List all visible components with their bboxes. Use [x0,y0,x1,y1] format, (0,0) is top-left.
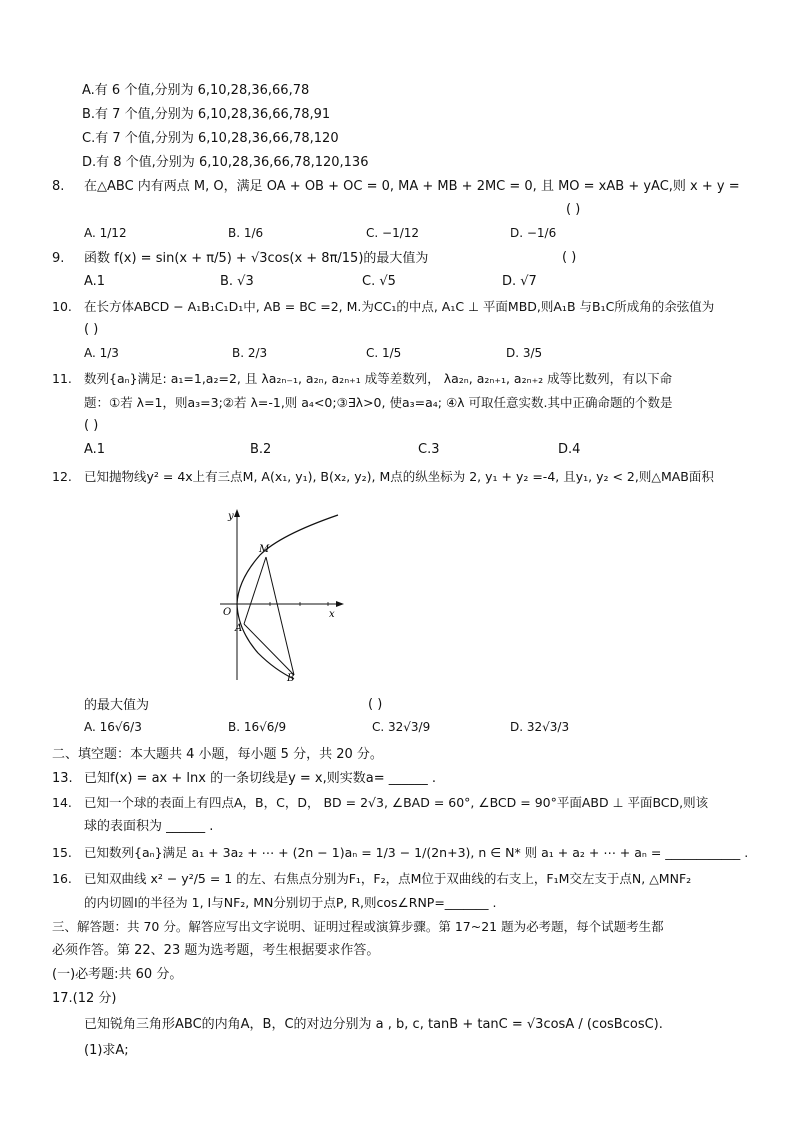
option-c: C. √5 [362,274,396,289]
question-13 [52,770,436,788]
parabola-figure [210,505,350,685]
section-3-heading-line2: 必须作答。第 22、23 题为选考题，考生根据要求作答。 [52,943,380,958]
point-a-label: A [235,623,243,634]
question-text: 已知数列{aₙ}满足 a₁ + 3a₂ + ⋯ + (2n − 1)aₙ = 1/3 − 1/(2n+3), n ∈ N* 则 a₁ + a₂ + ⋯ + aₙ = ____________ . [84,845,749,860]
question-17-text: 已知锐角三角形ABC的内角A，B，C的对边分别为 a , b, c, tanB + tanC = √3cosA / (cosBcosC). [84,1017,663,1032]
question-14 [52,794,708,812]
option-c: C. 1/5 [366,346,402,360]
question-number: 13. [52,771,73,786]
q7-option-c: C.有 7 个值,分别为 6,10,28,36,66,78,120 [82,131,339,146]
question-10 [52,298,714,316]
q9-options [84,274,724,294]
answer-paren: ( ) [84,418,99,433]
question-number: 8. [52,179,65,194]
option-b: B. 16√6/9 [228,720,287,734]
answer-paren: ( ) [368,697,383,712]
question-12 [52,468,714,486]
question-number: 14. [52,795,72,810]
q8-options [84,226,724,246]
option-a: A. 1/12 [84,226,127,240]
question-8 [52,178,740,196]
question-17-number: 17.(12 分) [52,991,117,1006]
question-number: 16. [52,871,72,886]
option-b: B. 1/6 [228,226,264,240]
answer-paren: ( ) [562,250,577,265]
x-axis-arrow [336,601,344,607]
y-axis-arrow [234,509,240,517]
question-text: 已知f(x) = ax + lnx 的一条切线是y = x,则实数a= ______ . [84,771,436,786]
question-text: 在长方体ABCD − A₁B₁C₁D₁中, AB = BC =2, M.为CC₁的中点, A₁C ⊥ 平面MBD,则A₁B 与B₁C所成角的余弦值为 [84,299,715,314]
answer-paren: ( ) [566,202,581,217]
section-2-heading: 二、填空题：本大题共 4 小题，每小题 5 分，共 20 分。 [52,747,383,762]
option-a: A. 16√6/3 [84,720,142,734]
question-15 [52,844,748,862]
option-a: A.1 [84,274,106,289]
option-b: B. √3 [220,274,254,289]
q7-option-b: B.有 7 个值,分别为 6,10,28,36,66,78,91 [82,107,331,122]
option-c: C. −1/12 [366,226,420,240]
q10-options [84,346,724,366]
question-14-line2: 球的表面积为 ______ . [84,819,214,834]
segment-mb [266,557,294,675]
option-c: C.3 [418,442,440,457]
origin-label: O [223,607,232,618]
question-11 [52,370,672,388]
segment-ma [244,557,266,624]
option-d: D.4 [558,442,581,457]
point-b-label: B [287,673,295,684]
option-a: A. 1/3 [84,346,119,360]
question-number: 11. [52,371,72,386]
option-b: B.2 [250,442,272,457]
question-11-line2: 题：①若 λ=1，则a₃=3;②若 λ=-1,则 a₄<0;③∃λ>0, 使a₃=a₄; ④λ 可取任意实数.其中正确命题的个数是 [84,395,673,410]
question-17-sub1: (1)求A; [84,1043,129,1058]
question-16 [52,870,691,888]
question-16-line2: 的内切圆I的半径为 1, I与NF₂, MN分别切于点P, R,则cos∠RNP=_______ . [84,895,497,910]
option-d: D. √7 [502,274,537,289]
q7-option-a: A.有 6 个值,分别为 6,10,28,36,66,78 [82,83,310,98]
parabola-curve [237,515,338,679]
q7-option-d: D.有 8 个值,分别为 6,10,28,36,66,78,120,136 [82,155,369,170]
y-axis-label: y [228,511,234,522]
question-text-line1: 已知一个球的表面上有四点A，B，C，D， BD = 2√3, ∠BAD = 60°, ∠BCD = 90°平面ABD ⊥ 平面BCD,则该 [84,795,709,810]
question-text: 函数 f(x) = sin(x + π/5) + √3cos(x + 8π/15)的最大值为 [84,251,429,266]
option-d: D. −1/6 [510,226,557,240]
q11-options [84,442,724,462]
question-number: 15. [52,845,72,860]
x-axis-label: x [329,609,335,620]
answer-paren: ( ) [84,322,99,337]
segment-ab [244,624,294,675]
option-d: D. 32√3/3 [510,720,570,734]
question-text-line1: 已知双曲线 x² − y²/5 = 1 的左、右焦点分别为F₁，F₂，点M位于双曲线的右支上，F₁M交左支于点N, △MNF₂ [84,871,692,886]
question-text: 在△ABC 内有两点 M, O，满足 OA + OB + OC = 0, MA + MB + 2MC = 0, 且 MO = xAB + yAC,则 x + y = [84,179,740,194]
option-a: A.1 [84,442,106,457]
option-b: B. 2/3 [232,346,268,360]
question-text-line1: 数列{aₙ}满足: a₁=1,a₂=2, 且 λa₂ₙ₋₁, a₂ₙ, a₂ₙ₊₁ 成等差数列， λa₂ₙ, a₂ₙ₊₁, a₂ₙ₊₂ 成等比数列，有以下命 [84,371,673,386]
option-d: D. 3/5 [506,346,543,360]
section-3-heading-line1: 三、解答题：共 70 分。解答应写出文字说明、证明过程或演算步骤。第 17~21 题为必考题，每个试题考生都 [52,919,664,934]
required-part-heading: (一)必考题:共 60 分。 [52,967,183,982]
question-number: 9. [52,251,65,266]
option-c: C. 32√3/9 [372,720,431,734]
question-text: 已知抛物线y² = 4x上有三点M, A(x₁, y₁), B(x₂, y₂), M点的纵坐标为 2, y₁ + y₂ =-4, 且y₁, y₂ < 2,则△MAB面积 [84,469,714,484]
question-9 [52,250,428,268]
question-number: 12. [52,469,72,484]
question-12-line2: 的最大值为 [84,698,150,713]
q12-options [84,720,724,742]
question-number: 10. [52,299,72,314]
point-m-label: M [259,544,270,555]
